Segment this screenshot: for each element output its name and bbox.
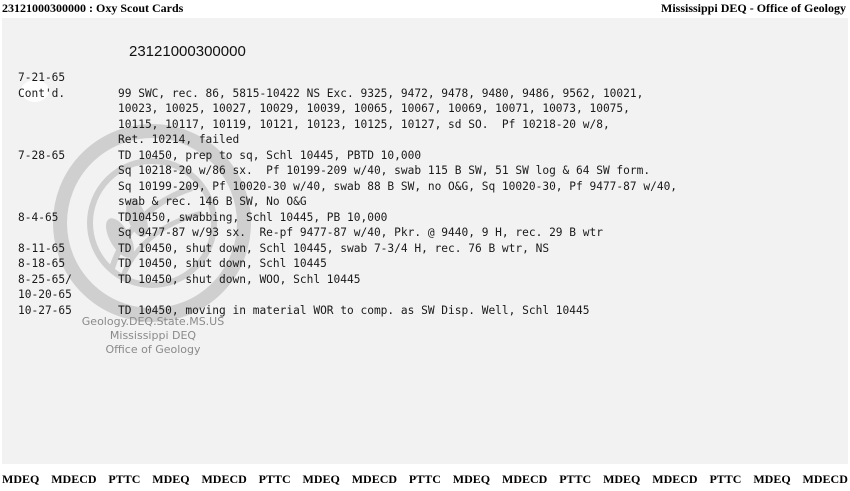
footer-label: MDECD [351, 472, 398, 486]
source-agency: Mississippi DEQ - Office of Geology [661, 1, 846, 15]
footer-label: PTTC [258, 472, 291, 486]
entry-text [118, 241, 549, 257]
entry-date: 8-4-65 [18, 210, 59, 224]
footer-label: MDEQ [452, 472, 491, 486]
entry-date: 7-21-65 [18, 71, 66, 84]
watermark-line: Mississippi DEQ [109, 329, 197, 342]
entry-line: swab & rec. 146 B SW, No O&G [118, 195, 307, 208]
entry-text [118, 86, 643, 148]
entry-line: Sq 9477-87 w/93 sx. Re-pf 9477-87 w/40, Pkr. @ 9440, 9 H, rec. 29 B wtr [118, 226, 603, 239]
scout-card [2, 18, 848, 464]
entry-text [118, 210, 603, 241]
footer-label: MDEQ [302, 472, 340, 486]
entry-date: 10-20-65 [18, 288, 72, 301]
entry-text [118, 303, 589, 319]
entry-date: 10-27-65 [18, 303, 72, 317]
entry-line: TD10450, swabbing, Schl 10445, PB 10,000 [118, 210, 388, 224]
footer-label: PTTC [408, 472, 441, 486]
card-entry [18, 256, 677, 272]
entry-line: Ret. 10214, failed [118, 133, 240, 146]
entry-text [118, 272, 360, 288]
footer-label: PTTC [108, 472, 141, 486]
card-entry [18, 272, 677, 288]
entry-date: Cont'd. [18, 86, 66, 100]
well-api-number: 23121000300000 [129, 43, 246, 60]
footer-label: MDEQ [2, 472, 40, 486]
watermark-line: Geology.DEQ.State.MS.US [81, 315, 225, 328]
card-entry [18, 241, 677, 257]
footer-label: MDECD [502, 472, 548, 486]
card-entries [18, 70, 677, 318]
entry-line: Sq 10218-20 w/86 sx. Pf 10199-209 w/40, swab 115 B SW, 51 SW log & 64 SW form. [118, 164, 651, 177]
entry-date: 8-25-65/ [18, 272, 72, 286]
entry-date: 7-28-65 [18, 148, 66, 162]
entry-line: 99 SWC, rec. 86, 5815-10422 NS Exc. 9325, 9472, 9478, 9480, 9486, 9562, 10021, [118, 86, 644, 100]
footer-label: MDECD [201, 472, 247, 486]
entry-line: 10115, 10117, 10119, 10121, 10123, 10125, 10127, sd SO. Pf 10218-20 w/8, [118, 117, 610, 131]
footer-label: PTTC [709, 472, 742, 486]
footer-label: MDEQ [152, 472, 190, 486]
document-title: 23121000300000 : Oxy Scout Cards [2, 1, 184, 15]
footer-label: MDECD [652, 472, 698, 486]
footer-label: MDEQ [603, 472, 641, 486]
entry-line: TD 10450, shut down, WOO, Schl 10445 [118, 272, 361, 286]
entry-text [118, 148, 677, 210]
entry-date: 8-18-65 [18, 257, 66, 270]
entry-line: TD 10450, shut down, Schl 10445 [118, 257, 327, 270]
card-entry [18, 148, 677, 210]
entry-date: 8-11-65 [18, 241, 66, 255]
footer-label: MDECD [51, 472, 97, 486]
footer-bar [0, 472, 850, 491]
entry-line: TD 10450, shut down, Schl 10445, swab 7-3/4 H, rec. 76 B wtr, NS [118, 241, 550, 255]
entry-line: TD 10450, moving in material WOR to comp. as SW Disp. Well, Schl 10445 [118, 303, 590, 317]
footer-label: MDEQ [753, 472, 791, 486]
entry-line: Sq 10199-209, Pf 10020-30 w/40, swab 88 B SW, no O&G, Sq 10020-30, Pf 9477-87 w/40, [118, 179, 678, 193]
card-entry [18, 303, 677, 319]
card-entry [18, 70, 677, 86]
card-entry [18, 287, 677, 303]
watermark-line: Office of Geology [105, 343, 201, 356]
entry-line: TD 10450, prep to sq, Schl 10445, PBTD 10,000 [118, 148, 422, 162]
card-entry [18, 210, 677, 241]
entry-line: 10023, 10025, 10027, 10029, 10039, 10065, 10067, 10069, 10071, 10073, 10075, [118, 102, 630, 115]
footer-label: MDECD [802, 472, 848, 486]
footer-label: PTTC [559, 472, 592, 486]
document-header [0, 0, 850, 17]
card-entry [18, 86, 677, 148]
entry-text [118, 256, 327, 272]
